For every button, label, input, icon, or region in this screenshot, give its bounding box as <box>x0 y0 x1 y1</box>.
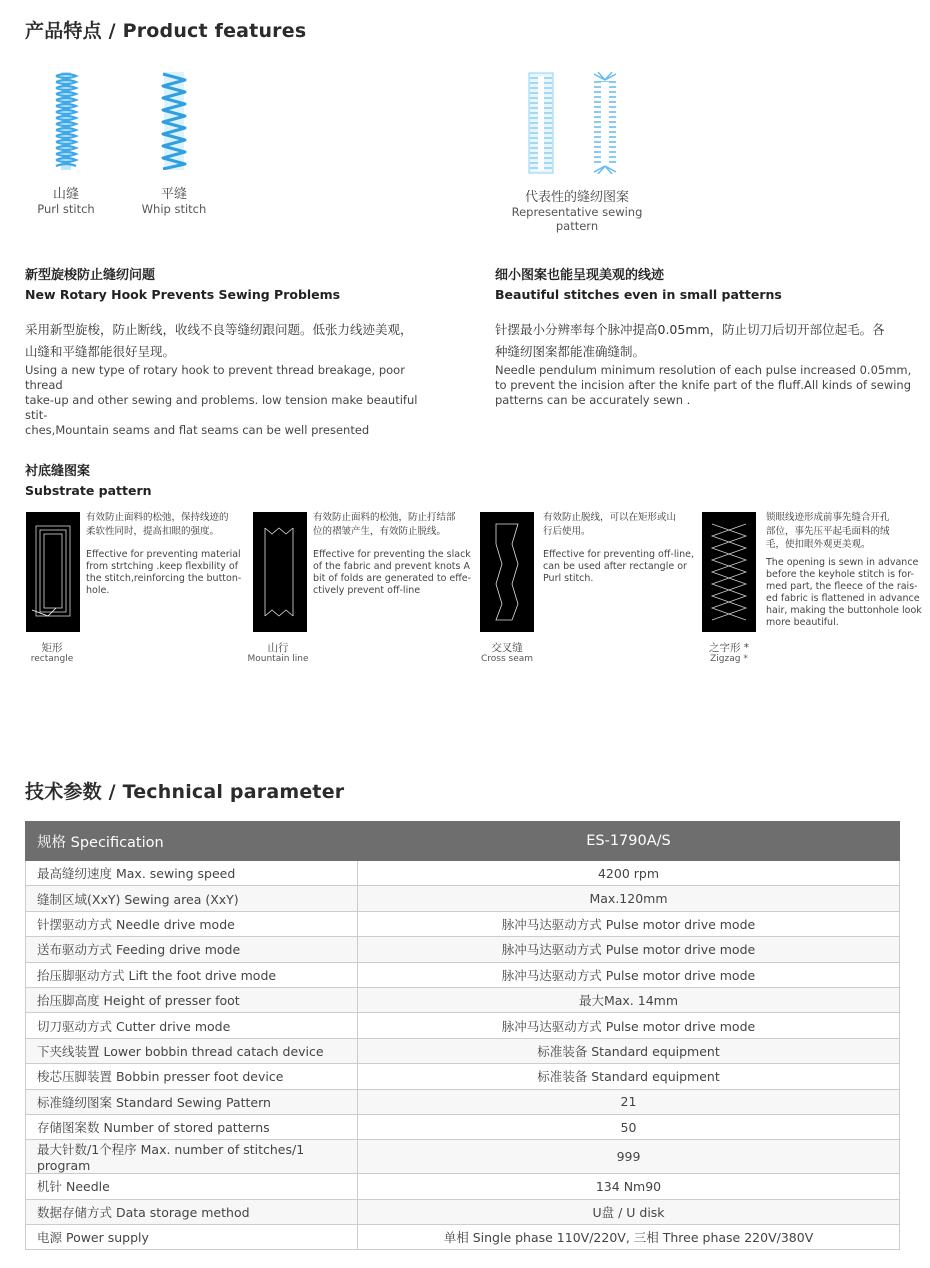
pattern-rectangle-desc-en-1: Effective for preventing material <box>86 549 241 560</box>
spec-value: 134 Nm90 <box>358 1174 900 1199</box>
pattern-mountain-desc-en-2: of the fabric and prevent knots A <box>313 561 470 572</box>
pattern-rectangle-label-en: rectangle <box>30 654 74 664</box>
spec-value: 最大Max. 14mm <box>358 987 900 1012</box>
table-row <box>26 1225 900 1250</box>
table-row <box>26 1013 900 1038</box>
purl-stitch-label-cn: 山缝 <box>52 187 79 202</box>
feature-left-body-cn-2: 山缝和平缝都能很好呈现。 <box>25 344 176 359</box>
pattern-zigzag-desc-cn <box>766 511 890 552</box>
spec-value: 标准装备 Standard equipment <box>358 1038 900 1063</box>
pattern-mountain-label-cn: 山行 <box>267 642 289 654</box>
pattern-rectangle-desc-cn-2: 柔软性同时，提高扣眼的强度。 <box>86 525 220 537</box>
feature-right-body-en-2: to prevent the incision after the knife part of the fluff.All kinds of sewing <box>495 378 912 392</box>
table-row <box>26 886 900 911</box>
representative-pattern-icon-left <box>528 72 554 174</box>
pattern-rectangle-desc-cn-1: 有效防止面料的松弛，保持线迹的 <box>86 512 229 523</box>
spec-key: 缝制区域(XxY) Sewing area (XxY) <box>26 886 358 911</box>
whip-stitch-label-en: Whip stitch <box>141 202 207 216</box>
substrate-heading-en: Substrate pattern <box>25 483 152 498</box>
pattern-cross-desc-en-3: Purl stitch. <box>543 573 594 584</box>
pattern-mountain-desc-en-1: Effective for preventing the slack <box>313 549 471 560</box>
pattern-rectangle-desc-en-2: from strtching .keep flexbility of <box>86 561 239 572</box>
spec-value: 4200 rpm <box>358 861 900 886</box>
spec-key: 最大针数/1个程序 Max. number of stitches/1 program <box>26 1140 358 1174</box>
feature-right-heading-cn: 细小图案也能呈现美观的线迹 <box>495 268 665 283</box>
feature-right-body-en-1: Needle pendulum minimum resolution of each pulse increased 0.05mm, <box>495 363 912 377</box>
pattern-rectangle-desc-en-3: the stitch,reinforcing the button- <box>86 573 242 584</box>
pattern-mountain-label-en: Mountain line <box>247 654 309 664</box>
spec-header-key: 规格 Specification <box>26 822 358 861</box>
feature-left-body-en-3: ches,Mountain seams and flat seams can be well presented <box>25 423 370 437</box>
spec-key: 抬压脚驱动方式 Lift the foot drive mode <box>26 962 358 987</box>
table-row <box>26 1199 900 1224</box>
spec-table <box>25 821 900 1250</box>
spec-key: 最高缝纫速度 Max. sewing speed <box>26 861 358 886</box>
spec-header-value: ES-1790A/S <box>358 822 900 861</box>
spec-key: 下夹线装置 Lower bobbin thread catach device <box>26 1038 358 1063</box>
feature-left-body-en-2: take-up and other sewing and problems. low tension make beautiful stit- <box>25 393 418 422</box>
pattern-cross-label-en: Cross seam <box>480 654 534 664</box>
pattern-rectangle-desc-en <box>86 549 241 597</box>
table-row <box>26 1089 900 1114</box>
pattern-mountain-desc-cn-2: 位的褶皱产生，有效防止脱线。 <box>313 525 447 537</box>
purl-stitch-icon <box>52 72 80 170</box>
whip-stitch-icon <box>160 72 188 170</box>
spec-value: 999 <box>358 1140 900 1174</box>
spec-key: 机针 Needle <box>26 1174 358 1199</box>
pattern-zigzag-desc-en-4: ed fabric is flattened in advance <box>766 593 920 604</box>
pattern-cross-desc-en-1: Effective for preventing off-line, <box>543 549 694 560</box>
table-row <box>26 937 900 962</box>
spec-key: 电源 Power supply <box>26 1225 358 1250</box>
pattern-cross-label-cn: 交叉缝 <box>491 642 523 654</box>
pattern-cross-desc-en-2: can be used after rectangle or <box>543 561 687 572</box>
feature-rotary-hook <box>25 264 440 438</box>
representative-pattern-icon-right <box>592 72 618 174</box>
feature-left-heading-en: New Rotary Hook Prevents Sewing Problems <box>25 287 341 302</box>
spec-key: 数据存储方式 Data storage method <box>26 1199 358 1224</box>
spec-value: 脉冲马达驱动方式 Pulse motor drive mode <box>358 1013 900 1038</box>
pattern-zigzag-label-cn: 之字形 * <box>708 642 750 654</box>
spec-value: 50 <box>358 1114 900 1139</box>
spec-value: 脉冲马达驱动方式 Pulse motor drive mode <box>358 937 900 962</box>
spec-value: 21 <box>358 1089 900 1114</box>
pattern-rectangle-image <box>26 512 80 632</box>
pattern-mountain-desc-en-3: bit of folds are generated to effe- <box>313 573 472 584</box>
table-row <box>26 1174 900 1199</box>
representative-label-cn: 代表性的缝纫图案 <box>524 190 629 205</box>
pattern-mountain-desc-cn <box>313 511 456 538</box>
spec-value: 脉冲马达驱动方式 Pulse motor drive mode <box>358 911 900 936</box>
feature-left-body-cn-1: 采用新型旋梭，防止断线，收线不良等缝纫跟问题。低张力线迹美观， <box>25 322 413 337</box>
spec-value: Max.120mm <box>358 886 900 911</box>
pattern-rectangle-desc-cn <box>86 511 229 538</box>
pattern-zigzag-desc-en-3: med part, the fleece of the rais- <box>766 581 918 592</box>
spec-value: 标准装备 Standard equipment <box>358 1064 900 1089</box>
spec-key: 标准缝纫图案 Standard Sewing Pattern <box>26 1089 358 1114</box>
pattern-mountain-desc-cn-1: 有效防止面料的松弛，防止打结部 <box>313 512 456 523</box>
spec-table-header-row <box>26 822 900 861</box>
pattern-rectangle-desc-en-4: hole. <box>86 585 110 596</box>
feature-right-body-cn-1: 针摆最小分辨率每个脉冲提高0.05mm，防止切刀后切开部位起毛。各 <box>495 322 885 337</box>
pattern-cross-desc-cn-1: 有效防止脱线，可以在矩形或山 <box>543 512 677 523</box>
pattern-zigzag-desc-en-1: The opening is sewn in advance <box>766 557 919 568</box>
pattern-mountain-desc-en <box>313 549 471 597</box>
feature-left-body-en-1: Using a new type of rotary hook to prevent thread breakage, poor thread <box>25 363 405 392</box>
pattern-rectangle-label-cn: 矩形 <box>41 642 63 654</box>
pattern-zigzag-desc-en-5: hair, making the buttonhole look <box>766 605 922 616</box>
table-row <box>26 861 900 886</box>
technical-parameter-title: 技术参数 / Technical parameter <box>25 781 345 803</box>
spec-key: 切刀驱动方式 Cutter drive mode <box>26 1013 358 1038</box>
feature-right-body-cn-2: 种缝纫图案都能准确缝制。 <box>495 344 646 359</box>
spec-key: 抬压脚高度 Height of presser foot <box>26 987 358 1012</box>
pattern-zigzag-desc-cn-1: 锁眼线迹形成前事先缝合开孔 <box>766 512 890 523</box>
spec-value: U盘 / U disk <box>358 1199 900 1224</box>
spec-value: 单相 Single phase 110V/220V, 三相 Three phase 220V/380V <box>358 1225 900 1250</box>
table-row <box>26 987 900 1012</box>
feature-small-patterns <box>495 264 915 408</box>
whip-stitch-label-cn: 平缝 <box>160 187 187 202</box>
spec-key: 针摆驱动方式 Needle drive mode <box>26 911 358 936</box>
spec-key: 存储图案数 Number of stored patterns <box>26 1114 358 1139</box>
table-row <box>26 1038 900 1063</box>
feature-right-heading-en: Beautiful stitches even in small patterns <box>495 287 782 302</box>
substrate-heading <box>25 460 152 498</box>
feature-right-body-en-3: patterns can be accurately sewn . <box>495 393 691 407</box>
pattern-zigzag-image <box>702 512 756 632</box>
pattern-cross-desc-cn-2: 行后使用。 <box>543 525 591 537</box>
pattern-cross-image <box>480 512 534 632</box>
spec-key: 梭芯压脚装置 Bobbin presser foot device <box>26 1064 358 1089</box>
pattern-zigzag-desc-cn-2: 部位，事先压平起毛面料的绒 <box>766 525 890 537</box>
table-row <box>26 962 900 987</box>
table-row <box>26 1114 900 1139</box>
table-row <box>26 1064 900 1089</box>
representative-label-en: Representative sewing pattern <box>511 205 643 233</box>
purl-stitch-label-en: Purl stitch <box>37 202 95 216</box>
spec-value: 脉冲马达驱动方式 Pulse motor drive mode <box>358 962 900 987</box>
pattern-mountain-image <box>253 512 307 632</box>
product-features-title: 产品特点 / Product features <box>25 20 307 42</box>
pattern-cross-desc-en <box>543 549 694 585</box>
table-row <box>26 911 900 936</box>
pattern-zigzag-desc-cn-3: 毛，使扣眼外观更美观。 <box>766 539 871 550</box>
pattern-mountain-desc-en-4: ctively prevent off-line <box>313 585 421 596</box>
pattern-zigzag-desc-en-6: more beautiful. <box>766 617 839 628</box>
table-row <box>26 1140 900 1174</box>
pattern-zigzag-desc-en-2: before the keyhole stitch is for- <box>766 569 914 580</box>
pattern-cross-desc-cn <box>543 511 676 538</box>
pattern-zigzag-desc-en <box>766 557 922 629</box>
feature-left-heading-cn: 新型旋梭防止缝纫问题 <box>25 268 156 283</box>
substrate-heading-cn: 衬底缝图案 <box>25 464 91 479</box>
spec-key: 送布驱动方式 Feeding drive mode <box>26 937 358 962</box>
pattern-zigzag-label-en: Zigzag * <box>710 654 748 664</box>
